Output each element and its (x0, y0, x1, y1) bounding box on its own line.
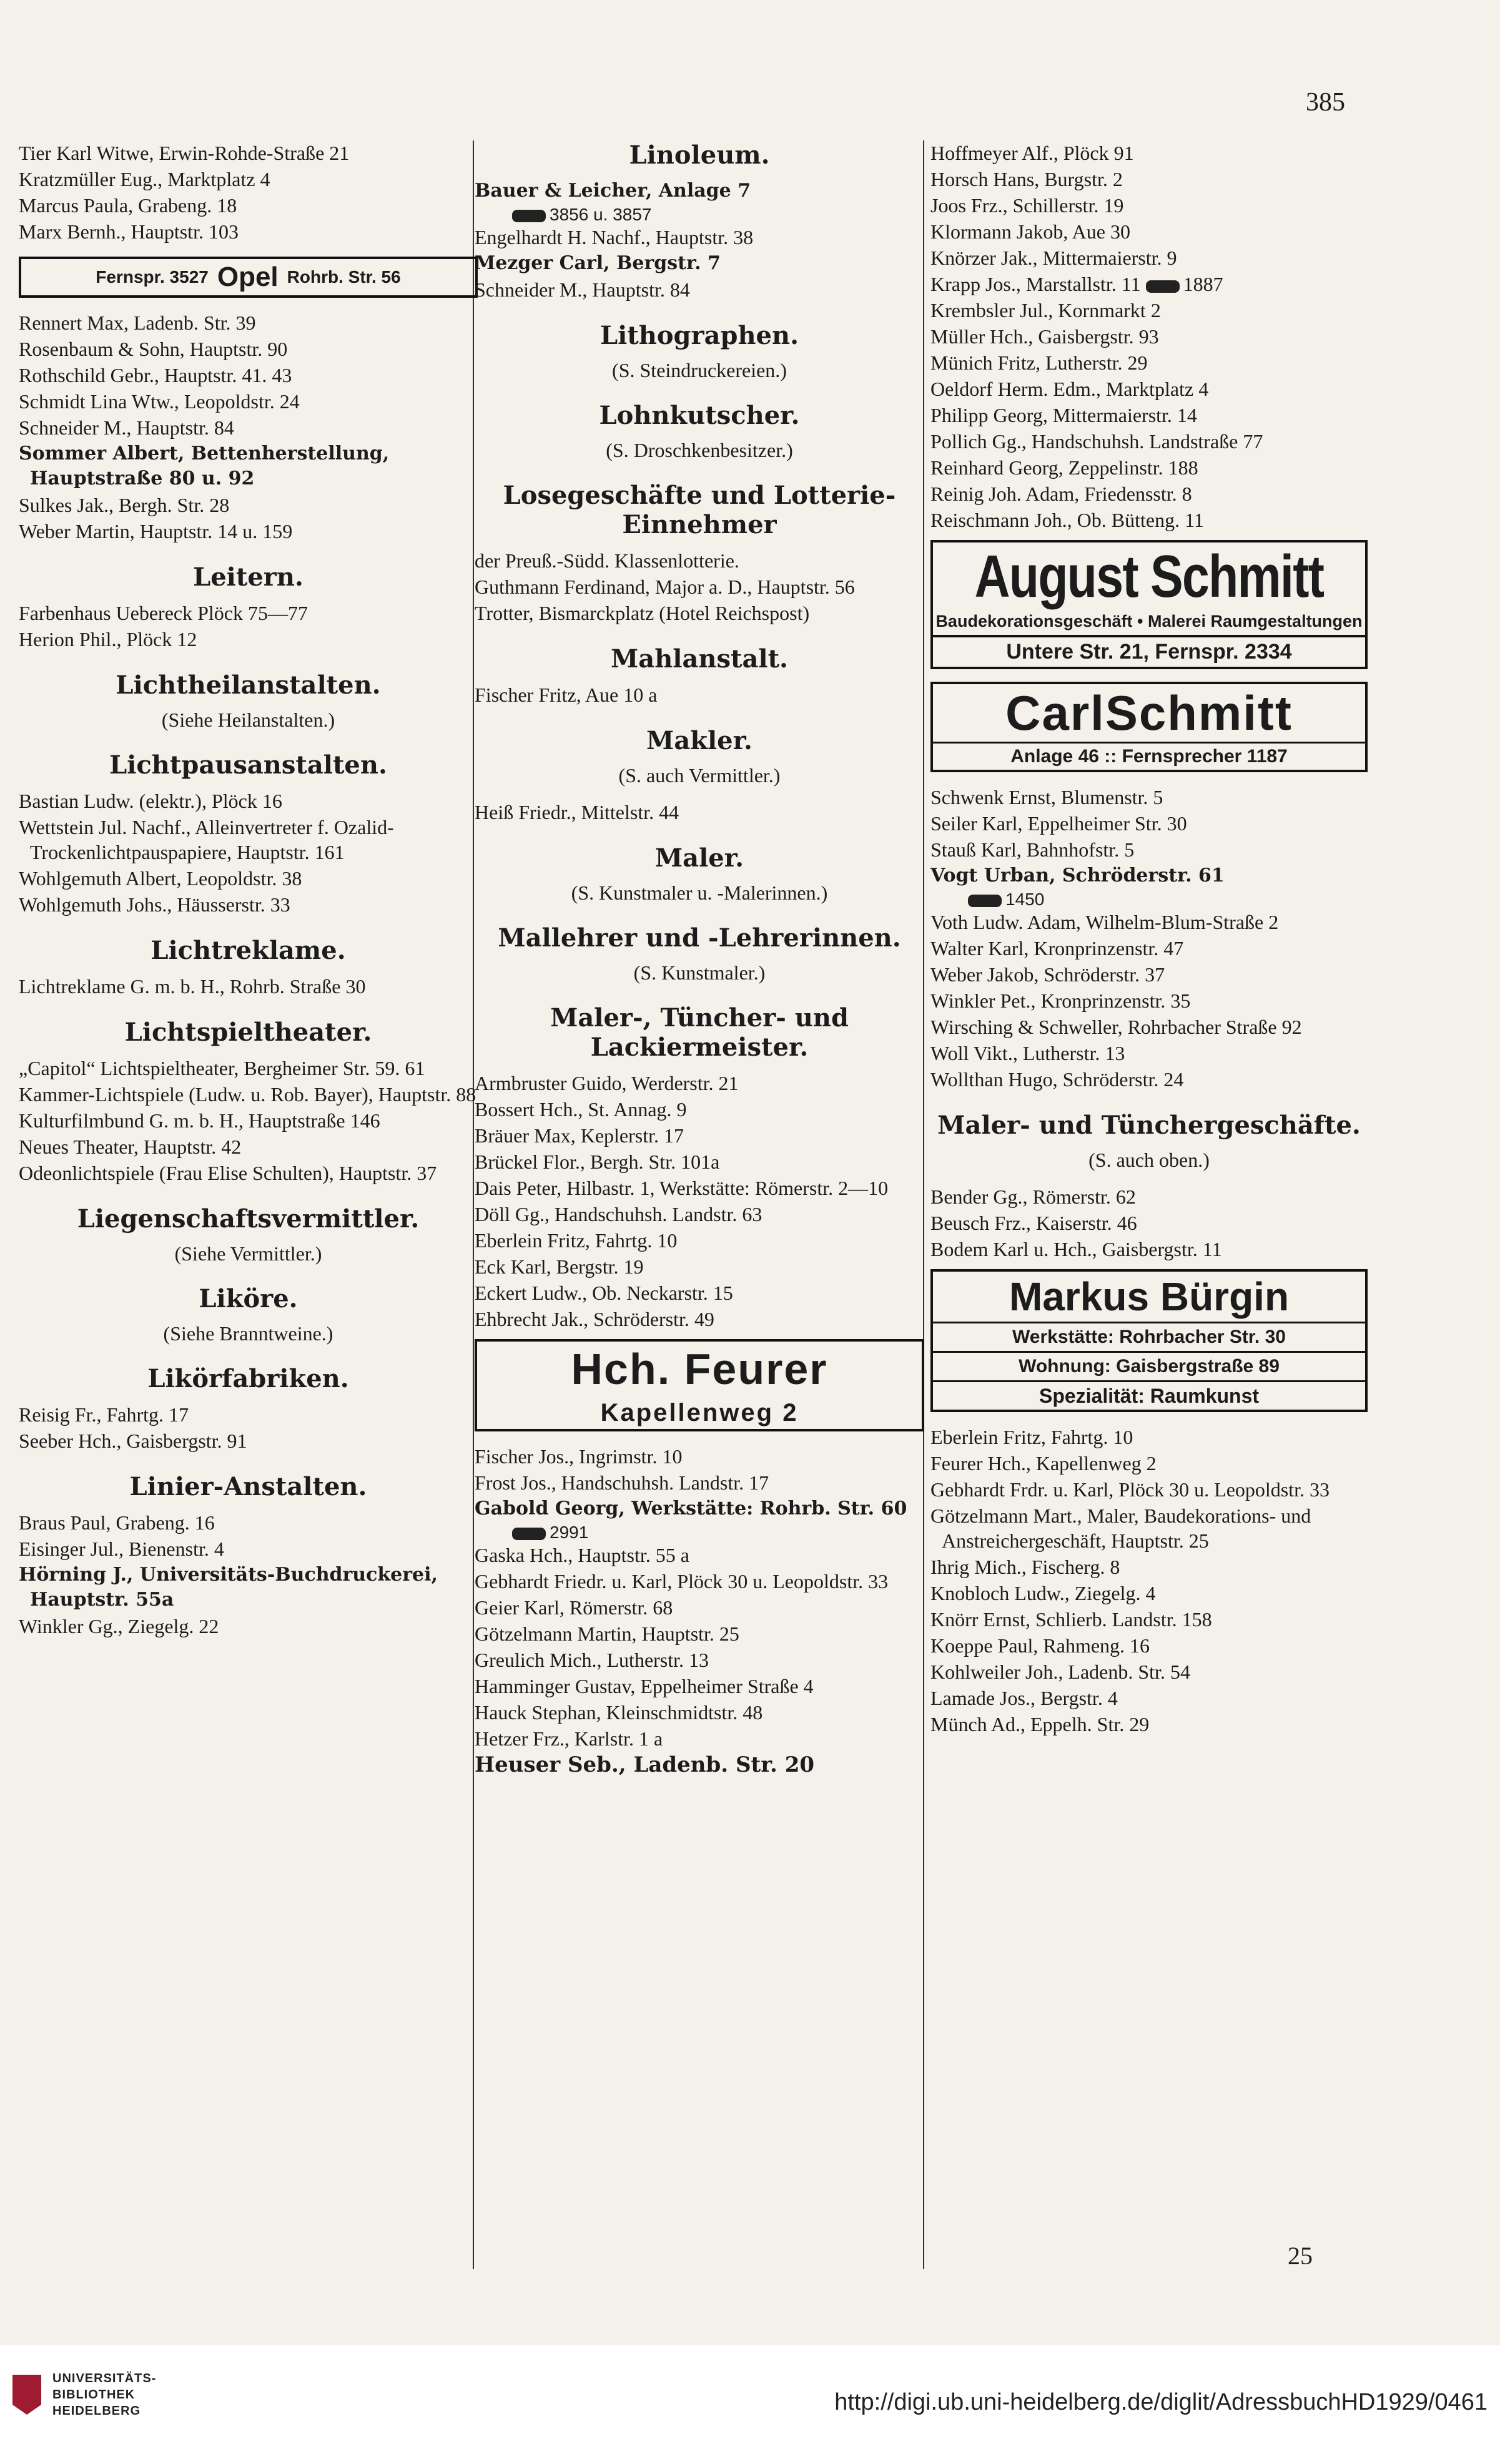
list-item: Stauß Karl, Bahnhofstr. 5 (930, 838, 1135, 861)
august-schmitt-name: August Schmitt (974, 543, 1324, 610)
list-item: Schmidt Lina Wtw., Leopoldstr. 24 (19, 390, 300, 413)
list-item-bold: Sommer Albert, Bettenherstellung, Hauptstraße 80 u. 92 (19, 443, 390, 489)
list-item: Eisinger Jul., Bienenstr. 4 (19, 1538, 224, 1560)
section-heading: Lithographen. (600, 321, 799, 350)
list-item: Krembsler Jul., Kornmarkt 2 (930, 299, 1161, 321)
list-item: Wohlgemuth Albert, Leopoldstr. 38 (19, 867, 302, 890)
list-item: Kratzmüller Eug., Marktplatz 4 (19, 168, 270, 190)
section-heading: Mahlanstalt. (611, 644, 788, 674)
section-heading: Mallehrer und -Lehrerinnen. (498, 923, 901, 953)
list-item: Eck Karl, Bergstr. 19 (475, 1255, 644, 1278)
list-item: Kulturfilmbund G. m. b. H., Hauptstraße 146 (19, 1109, 380, 1132)
list-item: Wollthan Hugo, Schröderstr. 24 (930, 1068, 1184, 1091)
list-item: Hauck Stephan, Kleinschmidtstr. 48 (475, 1701, 763, 1724)
list-item: Marx Bernh., Hauptstr. 103 (19, 220, 239, 243)
list-item: Müller Hch., Gaisbergstr. 93 (930, 325, 1159, 348)
list-item: Döll Gg., Handschuhsh. Landstr. 63 (475, 1203, 762, 1225)
list-item: Eckert Ludw., Ob. Neckarstr. 15 (475, 1282, 733, 1304)
list-item: Ihrig Mich., Fischerg. 8 (930, 1556, 1120, 1578)
list-item: Gebhardt Friedr. u. Karl, Plöck 30 u. Leopoldstr. 33 (475, 1570, 889, 1593)
section-heading: Liköre. (199, 1284, 298, 1313)
section-note: (Siehe Heilanstalten.) (161, 709, 335, 731)
section-heading: Leitern. (193, 562, 303, 592)
list-item-bold: Mezger Carl, Bergstr. 7 (475, 252, 721, 274)
section-note: (S. Kunstmaler.) (633, 961, 766, 984)
list-item: Götzelmann Mart., Maler, Baudekorations- und Anstreichergeschäft, Hauptstr. 25 (930, 1504, 1311, 1552)
list-item: Bastian Ludw. (elektr.), Plöck 16 (19, 790, 282, 812)
list-item: Fischer Jos., Ingrimstr. 10 (475, 1445, 683, 1468)
phone-number (512, 205, 924, 225)
list-item: Philipp Georg, Mittermaierstr. 14 (930, 404, 1197, 426)
telephone-icon (512, 1528, 546, 1540)
list-item: Wirsching & Schweller, Rohrbacher Straße 92 (930, 1016, 1302, 1038)
opel-ad-address: Rohrb. Str. 56 (287, 267, 401, 287)
list-item: Knörr Ernst, Schlierb. Landstr. 158 (930, 1608, 1212, 1631)
list-item: Geier Karl, Römerstr. 68 (475, 1596, 673, 1619)
list-item: Klormann Jakob, Aue 30 (930, 220, 1130, 243)
list-item: Horsch Hans, Burgstr. 2 (930, 168, 1123, 190)
list-item: Reinhard Georg, Zeppelinstr. 188 (930, 456, 1198, 479)
list-item: Guthmann Ferdinand, Major a. D., Hauptstr. 56 (475, 576, 855, 598)
telephone-icon (968, 895, 1002, 907)
feurer-ad-name: Hch. Feurer (571, 1345, 828, 1393)
list-item: Knörzer Jak., Mittermaierstr. 9 (930, 247, 1177, 269)
list-item: Greulich Mich., Lutherstr. 13 (475, 1649, 709, 1671)
buergin-name: Markus Bürgin (933, 1272, 1365, 1323)
telephone-icon (1146, 280, 1180, 293)
source-url-link[interactable]: http://digi.ub.uni-heidelberg.de/diglit/AdressbuchHD1929/0461 (834, 2389, 1488, 2415)
section-heading: Likörfabriken. (147, 1364, 349, 1393)
list-item: Oeldorf Herm. Edm., Marktplatz 4 (930, 378, 1209, 400)
list-item: Schneider M., Hauptstr. 84 (19, 416, 234, 439)
list-item: Reinig Joh. Adam, Friedensstr. 8 (930, 483, 1192, 505)
august-schmitt-trade: Baudekorationsgeschäft • Malerei Raumgestaltungen (935, 612, 1363, 631)
footer-bar (0, 2345, 1500, 2464)
logo-line: HEIDELBERG (52, 2404, 141, 2418)
opel-ad-brand: Opel (217, 262, 279, 292)
section-heading: Maler-, Tüncher- und Lackiermeister. (550, 1003, 849, 1062)
list-item-bold: Hörning J., Universitäts-Buchdruckerei, Hauptstr. 55a (19, 1564, 438, 1611)
list-item: Voth Ludw. Adam, Wilhelm-Blum-Straße 2 (930, 911, 1279, 933)
list-item: Kohlweiler Joh., Ladenb. Str. 54 (930, 1661, 1190, 1683)
list-item: Joos Frz., Schillerstr. 19 (930, 194, 1124, 217)
august-schmitt-ad (930, 540, 1368, 669)
list-item: Reischmann Joh., Ob. Bütteng. 11 (930, 509, 1204, 531)
list-item: Eberlein Fritz, Fahrtg. 10 (930, 1426, 1133, 1448)
list-item: Seeber Hch., Gaisbergstr. 91 (19, 1430, 247, 1452)
section-note: (S. auch Vermittler.) (618, 764, 781, 787)
phone-value: 1450 (1005, 890, 1045, 909)
section-heading: Liegenschaftsvermittler. (77, 1204, 420, 1234)
buergin-ad (930, 1269, 1368, 1412)
section-heading: Lichtreklame. (150, 936, 346, 965)
list-item: Hoffmeyer Alf., Plöck 91 (930, 142, 1134, 164)
logo-line: UNIVERSITÄTS- (52, 2372, 157, 2385)
list-item: Bräuer Max, Keplerstr. 17 (475, 1124, 684, 1147)
list-item: Eberlein Fritz, Fahrtg. 10 (475, 1229, 678, 1252)
section-note: (S. Kunstmaler u. -Malerinnen.) (571, 881, 828, 904)
list-item: Brückel Flor., Bergh. Str. 101a (475, 1151, 720, 1173)
page-number: 385 (1306, 88, 1345, 117)
list-item: „Capitol“ Lichtspieltheater, Bergheimer Str. 59. 61 (19, 1057, 425, 1079)
list-item: Neues Theater, Hauptstr. 42 (19, 1136, 242, 1158)
list-item: Beusch Frz., Kaiserstr. 46 (930, 1212, 1137, 1234)
list-item: der Preuß.-Südd. Klassenlotterie. (475, 549, 739, 572)
list-item: Bossert Hch., St. Annag. 9 (475, 1098, 687, 1121)
list-item: Winkler Pet., Kronprinzenstr. 35 (930, 989, 1191, 1012)
list-item: Kammer-Lichtspiele (Ludw. u. Rob. Bayer), Hauptstr. 88 (19, 1083, 476, 1106)
section-heading: Maler. (654, 843, 744, 873)
list-item: Wohlgemuth Johs., Häusserstr. 33 (19, 893, 290, 916)
buergin-workshop: Werkstätte: Rohrbacher Str. 30 (933, 1323, 1365, 1353)
section-heading: Maler- und Tünchergeschäfte. (937, 1111, 1361, 1140)
list-item: Seiler Karl, Eppelheimer Str. 30 (930, 812, 1187, 835)
opel-ad-phone: Fernspr. 3527 (96, 267, 209, 287)
phone-number (968, 890, 1368, 910)
buergin-special: Spezialität: Raumkunst (1039, 1385, 1260, 1407)
list-item: Odeonlichtspiele (Frau Elise Schulten), Hauptstr. 37 (19, 1162, 437, 1184)
list-item-bold: Bauer & Leicher, Anlage 7 (475, 180, 751, 202)
list-item: Knobloch Ludw., Ziegelg. 4 (930, 1582, 1156, 1604)
list-item: Münch Ad., Eppelh. Str. 29 (930, 1713, 1150, 1735)
list-item: Götzelmann Martin, Hauptstr. 25 (475, 1622, 739, 1645)
section-note: (S. Steindruckereien.) (612, 359, 787, 381)
list-item: Trotter, Bismarckplatz (Hotel Reichspost) (475, 602, 810, 624)
list-item: Gebhardt Frdr. u. Karl, Plöck 30 u. Leopoldstr. 33 (930, 1478, 1330, 1501)
list-item: Bodem Karl u. Hch., Gaisbergstr. 11 (930, 1238, 1222, 1260)
feurer-ad-street: Kapellenweg 2 (600, 1399, 799, 1426)
list-item: Ehbrecht Jak., Schröderstr. 49 (475, 1308, 714, 1330)
logo-line: BIBLIOTHEK (52, 2388, 136, 2402)
buergin-home: Wohnung: Gaisbergstraße 89 (933, 1353, 1365, 1382)
list-item-bold: Heuser Seb., Ladenb. Str. 20 (475, 1752, 815, 1777)
list-item: Schwenk Ernst, Blumenstr. 5 (930, 786, 1163, 808)
list-item: Heiß Friedr., Mittelstr. 44 (475, 801, 679, 823)
list-item: Armbruster Guido, Werderstr. 21 (475, 1072, 739, 1094)
list-item: Sulkes Jak., Bergh. Str. 28 (19, 494, 230, 516)
library-logo-text (52, 2370, 156, 2419)
list-item: Dais Peter, Hilbastr. 1, Werkstätte: Römerstr. 2—10 (475, 1177, 889, 1199)
list-item: Rothschild Gebr., Hauptstr. 41. 43 (19, 364, 292, 386)
list-item: Bender Gg., Römerstr. 62 (930, 1185, 1136, 1208)
column-3 (930, 140, 1368, 1738)
list-item: Hetzer Frz., Karlstr. 1 a (475, 1727, 663, 1750)
list-item: Koeppe Paul, Rahmeng. 16 (930, 1634, 1150, 1657)
list-item: Rosenbaum & Sohn, Hauptstr. 90 (19, 338, 288, 360)
shield-icon (12, 2375, 41, 2415)
list-item-bold: Vogt Urban, Schröderstr. 61 (930, 865, 1225, 886)
list-item: Woll Vikt., Lutherstr. 13 (930, 1042, 1125, 1064)
list-item: Schneider M., Hauptstr. 84 (475, 278, 690, 301)
section-heading: Lichtheilanstalten. (116, 670, 381, 700)
list-item: Fischer Fritz, Aue 10 a (475, 684, 658, 706)
list-item: Winkler Gg., Ziegelg. 22 (19, 1615, 219, 1637)
list-item: Gaska Hch., Hauptstr. 55 a (475, 1544, 689, 1566)
phone-value: 1887 (1183, 273, 1223, 295)
telephone-icon (512, 210, 546, 222)
phone-number (512, 1523, 924, 1543)
carl-schmitt-ad (930, 682, 1368, 772)
section-heading: Makler. (646, 726, 752, 755)
august-schmitt-address: Untere Str. 21, Fernspr. 2334 (933, 635, 1365, 667)
section-heading: Lichtpausanstalten. (109, 750, 387, 780)
entry-text: Krapp Jos., Marstallstr. 11 (930, 273, 1141, 295)
column-1 (19, 140, 478, 1640)
list-item: Weber Martin, Hauptstr. 14 u. 159 (19, 520, 293, 542)
list-item: Walter Karl, Kronprinzenstr. 47 (930, 937, 1184, 960)
section-note: (S. Droschkenbesitzer.) (606, 439, 793, 461)
list-item: Rennert Max, Ladenb. Str. 39 (19, 312, 256, 334)
list-item: Frost Jos., Handschuhsh. Landstr. 17 (475, 1471, 769, 1494)
list-item: Lichtreklame G. m. b. H., Rohrb. Straße 30 (19, 975, 366, 998)
list-item: Farbenhaus Uebereck Plöck 75—77 (19, 602, 308, 624)
phone-value: 3856 u. 3857 (550, 205, 652, 224)
feurer-ad (475, 1339, 924, 1431)
list-item-bold: Gabold Georg, Werkstätte: Rohrb. Str. 60 (475, 1498, 907, 1519)
section-heading: Linoleum. (629, 140, 770, 170)
section-heading: Lohnkutscher. (599, 401, 800, 430)
library-logo[interactable] (12, 2370, 156, 2419)
list-item: Herion Phil., Plöck 12 (19, 628, 197, 650)
list-item: Lamade Jos., Bergstr. 4 (930, 1687, 1118, 1709)
signature-mark: 25 (1288, 2242, 1313, 2270)
list-item (930, 272, 1368, 297)
section-note: (S. auch oben.) (1088, 1149, 1210, 1171)
list-item: Feurer Hch., Kapellenweg 2 (930, 1452, 1157, 1475)
carl-schmitt-name: CarlSchmitt (1005, 685, 1293, 740)
section-heading: Lichtspieltheater. (124, 1018, 372, 1047)
section-note: (Siehe Branntweine.) (163, 1322, 333, 1345)
section-heading: Linier-Anstalten. (129, 1472, 367, 1501)
opel-ad (19, 257, 478, 298)
list-item: Weber Jakob, Schröderstr. 37 (930, 963, 1165, 986)
section-heading: Losegeschäfte und Lotterie-Einnehmer (503, 481, 896, 539)
list-item: Pollich Gg., Handschuhsh. Landstraße 77 (930, 430, 1263, 453)
list-item: Wettstein Jul. Nachf., Alleinvertreter f. Ozalid-Trockenlichtpauspapiere, Hauptstr. 161 (19, 816, 394, 863)
section-note: (Siehe Vermittler.) (174, 1242, 322, 1265)
list-item: Braus Paul, Grabeng. 16 (19, 1511, 215, 1534)
list-item: Hamminger Gustav, Eppelheimer Straße 4 (475, 1675, 814, 1697)
list-item: Marcus Paula, Grabeng. 18 (19, 194, 237, 217)
list-item: Münich Fritz, Lutherstr. 29 (930, 351, 1148, 374)
list-item: Engelhardt H. Nachf., Hauptstr. 38 (475, 226, 754, 248)
list-item: Reisig Fr., Fahrtg. 17 (19, 1403, 189, 1426)
carl-schmitt-address: Anlage 46 :: Fernsprecher 1187 (933, 742, 1365, 770)
column-2 (475, 140, 924, 1779)
list-item: Tier Karl Witwe, Erwin-Rohde-Straße 21 (19, 142, 350, 164)
phone-value: 2991 (550, 1523, 589, 1542)
